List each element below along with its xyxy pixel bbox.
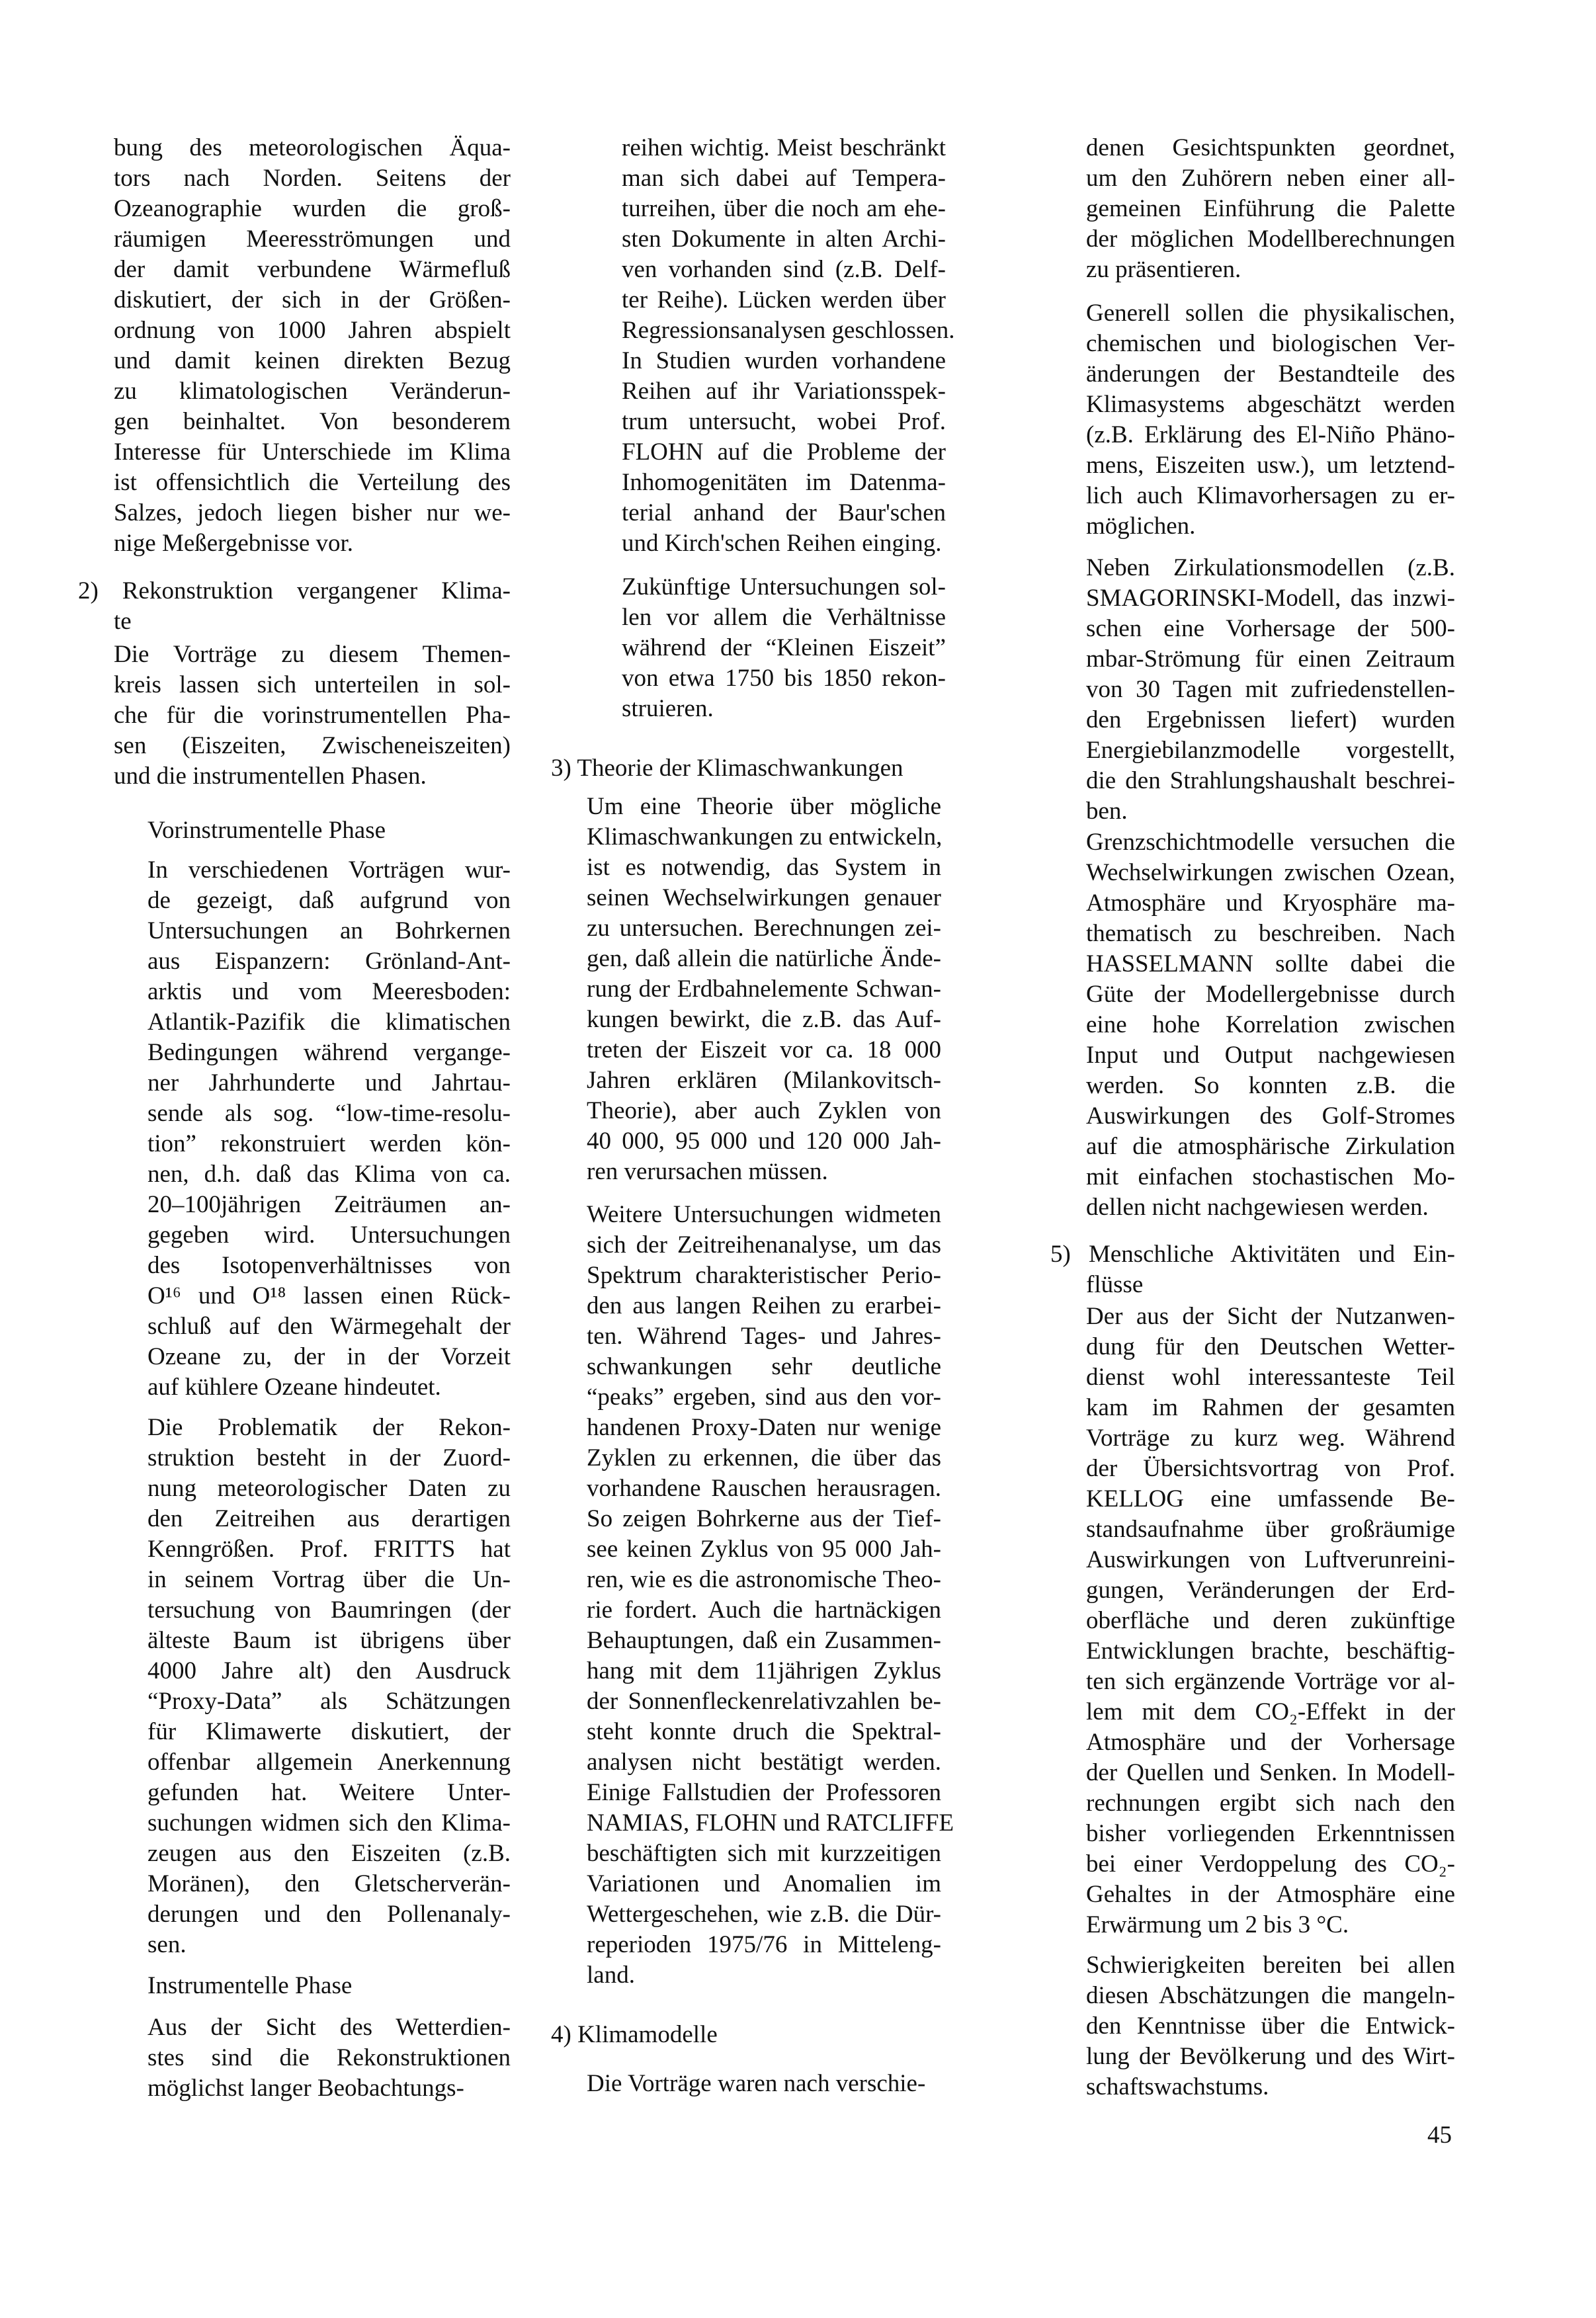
text-line: Vorträge zu kurz weg. Während <box>1086 1425 1455 1452</box>
text-line: ren verursachen müssen. <box>587 1158 828 1185</box>
text-line: kam im Rahmen der gesamten <box>1086 1394 1455 1421</box>
text-line: In verschiedenen Vorträgen wur- <box>147 856 511 884</box>
text-line: see keinen Zyklus von 95 000 Jah- <box>587 1536 941 1563</box>
text-line: Auswirkungen des Golf-Stromes <box>1086 1102 1455 1130</box>
text-line: des Isotopenverhältnisses von <box>147 1252 511 1279</box>
text-line: nung meteorologischer Daten zu <box>147 1475 511 1502</box>
text-line: bung des meteorologischen Äqua- <box>114 134 511 161</box>
text-line: thematisch zu beschreiben. Nach <box>1086 920 1455 947</box>
text-line: sende als sog. “low-time-resolu- <box>147 1100 511 1127</box>
text-line: arktis und vom Meeresboden: <box>147 978 511 1005</box>
text-line: Zukünftige Untersuchungen sol- <box>622 573 946 600</box>
text-line: den Ergebnissen liefert) wurden <box>1086 706 1455 733</box>
text-line: hang mit dem 11jährigen Zyklus <box>587 1657 941 1684</box>
text-line: gemeinen Einführung die Palette <box>1086 195 1455 222</box>
text-line: bei einer Verdoppelung des CO₂- <box>1086 1850 1455 1878</box>
text-line: sen. <box>147 1931 187 1958</box>
text-line: Der aus der Sicht der Nutzanwen- <box>1086 1303 1455 1330</box>
text-line: rie fordert. Auch die hartnäckigen <box>587 1596 941 1624</box>
text-line: man sich dabei auf Tempera- <box>622 165 946 192</box>
text-line: den aus langen Reihen zu erarbei- <box>587 1292 941 1319</box>
text-line: ben. <box>1086 798 1128 825</box>
text-line: der damit verbundene Wärmefluß <box>114 256 511 283</box>
subheading <box>147 1971 511 2001</box>
text-line: kreis lassen sich unterteilen in sol- <box>114 671 511 698</box>
text-line: Weitere Untersuchungen widmeten <box>587 1201 941 1228</box>
text-line: und damit keinen direkten Bezug <box>114 347 511 374</box>
text-line: FLOHN auf die Probleme der <box>622 438 946 466</box>
text-line: schluß auf den Wärmegehalt der <box>147 1313 511 1340</box>
text-line: Vorinstrumentelle Phase <box>147 817 386 844</box>
section-heading-3 <box>551 753 948 784</box>
text-line: treten der Eiszeit vor ca. 18 000 <box>587 1036 941 1063</box>
text-line: gen beinhaltet. Von besonderem <box>114 408 511 435</box>
subheading <box>147 815 511 846</box>
paragraph <box>1086 298 1455 542</box>
text-line: Atmosphäre und der Vorhersage <box>1086 1729 1455 1756</box>
text-line: denen Gesichtspunkten geordnet, <box>1086 134 1455 161</box>
text-line: reperioden 1975/76 in Mitteleng- <box>587 1931 941 1958</box>
text-line: dung für den Deutschen Wetter- <box>1086 1333 1455 1360</box>
text-line: ner Jahrhunderte und Jahrtau- <box>147 1069 511 1097</box>
section-heading-5 <box>1050 1239 1455 1300</box>
paragraph <box>587 2069 941 2099</box>
text-line: lich auch Klimavorhersagen zu er- <box>1086 482 1455 509</box>
paragraph <box>1086 553 1455 827</box>
text-line: Ozeane zu, der in der Vorzeit <box>147 1343 511 1370</box>
text-line: rechnungen ergibt sich nach den <box>1086 1790 1455 1817</box>
text-line: Behauptungen, daß ein Zusammen- <box>587 1627 941 1654</box>
text-line: sen (Eiszeiten, Zwischeneiszeiten) <box>114 732 511 759</box>
text-line: diesen Abschätzungen die mangeln- <box>1086 1982 1455 2009</box>
text-line: änderungen der Bestandteile des <box>1086 360 1455 388</box>
text-line: 3) Theorie der Klimaschwankungen <box>551 755 903 782</box>
text-line: in seinem Vortrag über die Un- <box>147 1566 511 1593</box>
text-line: Inhomogenitäten im Datenma- <box>622 469 946 496</box>
text-line: Instrumentelle Phase <box>147 1972 353 1999</box>
text-line: diskutiert, der sich in der Größen- <box>114 286 511 313</box>
text-line: die den Strahlungshaushalt beschrei- <box>1086 767 1455 794</box>
text-line: während der “Kleinen Eiszeit” <box>622 634 946 661</box>
text-line: älteste Baum ist übrigens über <box>147 1627 511 1654</box>
text-line: der Übersichtsvortrag von Prof. <box>1086 1455 1455 1482</box>
text-line: aus Eispanzern: Grönland-Ant- <box>147 948 511 975</box>
text-line: (z.B. Erklärung des El-Niño Phäno- <box>1086 421 1455 448</box>
text-line: reihen wichtig. Meist beschränkt <box>622 134 946 161</box>
text-line: Wettergeschehen, wie z.B. die Dür- <box>587 1901 941 1928</box>
text-line: land. <box>587 1962 635 1989</box>
text-line: und die instrumentellen Phasen. <box>114 763 427 790</box>
paragraph <box>114 640 511 792</box>
text-line: und Kirch'schen Reihen einging. <box>622 530 942 557</box>
text-line: dienst wohl interessanteste Teil <box>1086 1364 1455 1391</box>
text-line: oberfläche und deren zukünftige <box>1086 1607 1455 1634</box>
text-line: ist offensichtlich die Verteilung des <box>114 469 511 496</box>
paragraph <box>587 792 941 1187</box>
text-line: struieren. <box>622 695 714 722</box>
text-line: “peaks” ergeben, sind aus den vor- <box>587 1384 941 1411</box>
text-line: Variationen und Anomalien im <box>587 1870 941 1897</box>
text-line: bisher vorliegenden Erkenntnissen <box>1086 1820 1455 1847</box>
text-line: räumigen Meeresströmungen und <box>114 226 511 253</box>
text-line: analysen nicht bestätigt werden. <box>587 1749 941 1776</box>
text-line: Auswirkungen von Luftverunreini- <box>1086 1546 1455 1573</box>
text-line: O¹⁶ und O¹⁸ lassen einen Rück- <box>147 1282 511 1309</box>
text-line: SMAGORINSKI-Modell, das inzwi- <box>1086 585 1455 612</box>
paragraph <box>1086 1950 1455 2102</box>
text-line: Kenngrößen. Prof. FRITTS hat <box>147 1536 511 1563</box>
section-heading-4 <box>551 2020 948 2050</box>
text-line: mens, Eiszeiten usw.), um letztend- <box>1086 452 1455 479</box>
text-line: 4000 Jahre alt) den Ausdruck <box>147 1657 511 1684</box>
text-line: um den Zuhörern neben einer all- <box>1086 165 1455 192</box>
text-line: 4) Klimamodelle <box>551 2021 718 2048</box>
text-line: gungen, Veränderungen der Erd- <box>1086 1577 1455 1604</box>
text-line: Wechselwirkungen zwischen Ozean, <box>1086 859 1455 886</box>
text-line: flüsse <box>1086 1271 1144 1298</box>
text-line: stes sind die Rekonstruktionen <box>147 2044 511 2071</box>
paragraph <box>622 572 946 724</box>
text-line: standsaufnahme über großräumige <box>1086 1516 1455 1543</box>
text-line: Salzes, jedoch liegen bisher nur we- <box>114 499 511 526</box>
text-line: sich der Zeitreihenanalyse, um das <box>587 1231 941 1259</box>
text-line: Um eine Theorie über mögliche <box>587 793 941 820</box>
paragraph <box>147 1413 511 1960</box>
text-line: mit einfachen stochastischen Mo- <box>1086 1163 1455 1190</box>
text-line: HASSELMANN sollte dabei die <box>1086 950 1455 977</box>
text-line: zu klimatologischen Veränderun- <box>114 378 511 405</box>
text-line: Ozeanographie wurden die groß- <box>114 195 511 222</box>
text-line: der möglichen Modellberechnungen <box>1086 226 1455 253</box>
text-line: Interesse für Unterschiede im Klima <box>114 438 511 466</box>
text-line: suchungen widmen sich den Klima- <box>147 1809 511 1837</box>
text-line: gegeben wird. Untersuchungen <box>147 1221 511 1249</box>
text-line: “Proxy-Data” als Schätzungen <box>147 1688 511 1715</box>
text-line: struktion besteht in der Zuord- <box>147 1444 511 1471</box>
text-line: nige Meßergebnisse vor. <box>114 530 354 557</box>
paragraph <box>622 133 955 559</box>
text-line: Die Problematik der Rekon- <box>147 1414 511 1441</box>
text-line: werden. So konnten z.B. die <box>1086 1072 1455 1099</box>
text-line: Einige Fallstudien der Professoren <box>587 1779 941 1806</box>
text-line: derungen und den Pollenanaly- <box>147 1901 511 1928</box>
text-line: Klimasystems abgeschätzt werden <box>1086 391 1455 418</box>
text-line: terial anhand der Baur'schen <box>622 499 946 526</box>
text-line: Regressionsanalysen geschlossen. <box>622 317 955 344</box>
text-line: steht konnte druch die Spektral- <box>587 1718 941 1745</box>
text-line: kungen bewirkt, die z.B. das Auf- <box>587 1006 941 1033</box>
text-line: 20–100jährigen Zeiträumen an- <box>147 1191 511 1218</box>
text-line: Moränen), den Gletscherverän- <box>147 1870 511 1897</box>
text-line: len vor allem die Verhältnisse <box>622 604 946 631</box>
text-line: beschäftigten sich mit kurzzeitigen <box>587 1840 941 1867</box>
paragraph <box>1086 1302 1455 1940</box>
text-line: möglichen. <box>1086 513 1196 540</box>
text-line: de gezeigt, daß aufgrund von <box>147 887 511 914</box>
text-line: Energiebilanzmodelle vorgestellt, <box>1086 737 1455 764</box>
paragraph <box>147 855 511 1403</box>
text-line: Untersuchungen an Bohrkernen <box>147 917 511 944</box>
text-line: Input und Output nachgewiesen <box>1086 1042 1455 1069</box>
page-number: 45 <box>1427 2122 1452 2149</box>
text-line: tersuchung von Baumringen (der <box>147 1596 511 1624</box>
text-line: zu untersuchen. Berechnungen zei- <box>587 915 941 942</box>
text-line: Atlantik-Pazifik die klimatischen <box>147 1009 511 1036</box>
text-line: ven vorhanden sind (z.B. Delf- <box>622 256 946 283</box>
text-line: NAMIAS, FLOHN und RATCLIFFE <box>587 1809 954 1837</box>
paragraph <box>587 1200 954 1991</box>
text-line: von etwa 1750 bis 1850 rekon- <box>622 665 946 692</box>
text-line: che für die vorinstrumentellen Pha- <box>114 702 511 729</box>
text-line: ten. Während Tages- und Jahres- <box>587 1323 941 1350</box>
text-line: Entwicklungen brachte, beschäftig- <box>1086 1637 1455 1665</box>
paragraph <box>114 133 511 559</box>
text-line: Klimaschwankungen zu entwickeln, <box>587 823 943 850</box>
text-line: mbar-Strömung für einen Zeitraum <box>1086 645 1455 673</box>
text-line: trum untersucht, wobei Prof. <box>622 408 946 435</box>
text-line: Grenzschichtmodelle versuchen die <box>1086 829 1455 856</box>
text-line: In Studien wurden vorhandene <box>622 347 946 374</box>
text-line: Die Vorträge zu diesem Themen- <box>114 641 511 668</box>
text-line: zu präsentieren. <box>1086 256 1241 283</box>
text-line: Güte der Modellergebnisse durch <box>1086 981 1455 1008</box>
text-line: Theorie), aber auch Zyklen von <box>587 1097 941 1124</box>
text-line: schaftswachstums. <box>1086 2073 1269 2100</box>
paragraph <box>1086 827 1455 1223</box>
text-line: auf die atmosphärische Zirkulation <box>1086 1133 1455 1160</box>
text-line: von 30 Tagen mit zufriedenstellen- <box>1086 676 1455 703</box>
text-line: der Quellen und Senken. In Modell- <box>1086 1759 1455 1786</box>
text-line: ren, wie es die astronomische Theo- <box>587 1566 941 1593</box>
text-line: offenbar allgemein Anerkennung <box>147 1749 511 1776</box>
text-line: Zyklen zu erkennen, die über das <box>587 1444 941 1471</box>
text-line: seinen Wechselwirkungen genauer <box>587 884 941 911</box>
text-line: Gehaltes in der Atmosphäre eine <box>1086 1881 1455 1908</box>
paragraph <box>1086 133 1455 285</box>
text-line: ten sich ergänzende Vorträge vor al- <box>1086 1668 1455 1695</box>
text-line: Aus der Sicht des Wetterdien- <box>147 2014 511 2041</box>
text-line: Neben Zirkulationsmodellen (z.B. <box>1086 554 1455 581</box>
text-line: der Sonnenfleckenrelativzahlen be- <box>587 1688 941 1715</box>
text-line: gefunden hat. Weitere Unter- <box>147 1779 511 1806</box>
text-line: Erwärmung um 2 bis 3 °C. <box>1086 1911 1349 1938</box>
text-line: ordnung von 1000 Jahren abspielt <box>114 317 511 344</box>
text-line: für Klimawerte diskutiert, der <box>147 1718 511 1745</box>
text-line: den Zeitreihen aus derartigen <box>147 1505 511 1532</box>
text-line: Reihen auf ihr Variationsspek- <box>622 378 946 405</box>
text-line: eine hohe Korrelation zwischen <box>1086 1011 1455 1038</box>
paragraph <box>147 2012 511 2104</box>
text-line: handenen Proxy-Daten nur wenige <box>587 1414 941 1441</box>
text-line: Generell sollen die physikalischen, <box>1086 300 1455 327</box>
section-heading-2 <box>78 576 511 637</box>
text-line: auf kühlere Ozeane hindeutet. <box>147 1374 441 1401</box>
text-line: ist es notwendig, das System in <box>587 854 941 881</box>
text-line: te <box>114 608 132 635</box>
text-line: KELLOG eine umfassende Be- <box>1086 1485 1455 1512</box>
text-line: Schwierigkeiten bereiten bei allen <box>1086 1952 1455 1979</box>
text-line: rung der Erdbahnelemente Schwan- <box>587 975 941 1003</box>
text-line: vorhandene Rauschen herausragen. <box>587 1475 941 1502</box>
text-line: lem mit dem CO₂-Effekt in der <box>1086 1698 1455 1725</box>
text-line: 40 000, 95 000 und 120 000 Jah- <box>587 1128 941 1155</box>
text-line: dellen nicht nachgewiesen werden. <box>1086 1194 1429 1221</box>
text-line: schen eine Vorhersage der 500- <box>1086 615 1455 642</box>
text-line: schwankungen sehr deutliche <box>587 1353 941 1380</box>
text-line: Spektrum charakteristischer Perio- <box>587 1262 941 1289</box>
text-line: lung der Bevölkerung und des Wirt- <box>1086 2043 1455 2070</box>
text-line: 2) Rekonstruktion vergangener Klima- <box>78 577 511 604</box>
text-line: den Kenntnisse über die Entwick- <box>1086 2012 1455 2040</box>
text-line: tion” rekonstruiert werden kön- <box>147 1130 511 1157</box>
text-line: möglichst langer Beobachtungs- <box>147 2075 464 2102</box>
text-line: ter Reihe). Lücken werden über <box>622 286 946 313</box>
text-line: Bedingungen während vergange- <box>147 1039 511 1066</box>
text-line: nen, d.h. daß das Klima von ca. <box>147 1161 511 1188</box>
text-line: chemischen und biologischen Ver- <box>1086 330 1455 357</box>
text-line: gen, daß allein die natürliche Ände- <box>587 945 941 972</box>
text-line: zeugen aus den Eiszeiten (z.B. <box>147 1840 511 1867</box>
text-line: 5) Menschliche Aktivitäten und Ein- <box>1050 1241 1455 1268</box>
text-line: sten Dokumente in alten Archi- <box>622 226 946 253</box>
text-line: Atmosphäre und Kryosphäre ma- <box>1086 890 1455 917</box>
text-line: tors nach Norden. Seitens der <box>114 165 511 192</box>
text-line: So zeigen Bohrkerne aus der Tief- <box>587 1505 941 1532</box>
text-line: turreihen, über die noch am ehe- <box>622 195 946 222</box>
text-line: Die Vorträge waren nach verschie- <box>587 2070 926 2097</box>
text-line: Jahren erklären (Milankovitsch- <box>587 1067 941 1094</box>
